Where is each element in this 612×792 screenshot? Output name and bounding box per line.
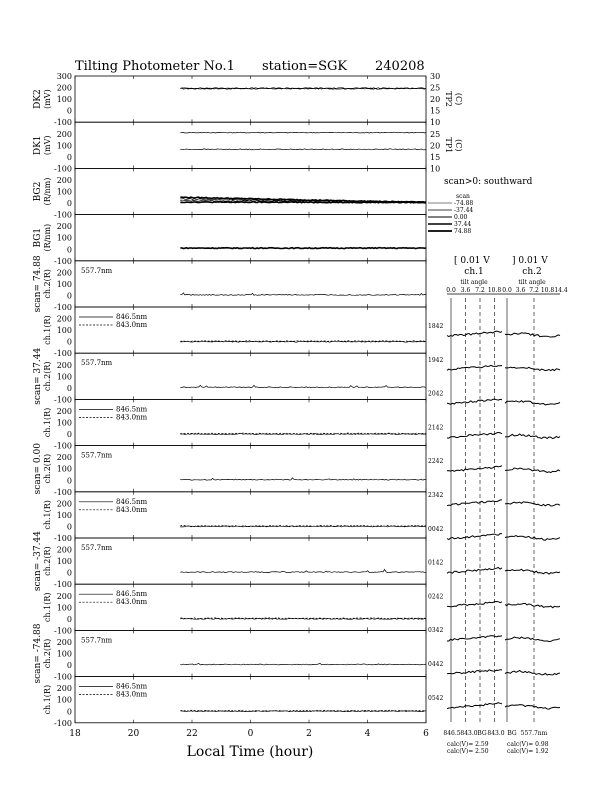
panel-ylabel-unit: (mV) [43, 89, 52, 109]
y-tick-label: -100 [54, 349, 72, 359]
panel-ylabel-unit: ch.1(R) [43, 592, 52, 623]
panel-s4c2 [33, 531, 426, 591]
ch1-tilt-trace [447, 331, 502, 337]
legend-label: 843.0nm [116, 413, 148, 422]
legend-label: 843.0nm [116, 321, 148, 329]
y-tick-label: 200 [56, 453, 72, 463]
panel-frame [75, 353, 426, 399]
y-tick-label: 100 [56, 557, 72, 567]
ch1-tilt-trace [447, 602, 502, 607]
panel-right-ylabel: TP2 [444, 91, 453, 108]
time-label: 1942 [428, 356, 444, 364]
ch2-tilt-trace [505, 705, 560, 710]
series-trace [180, 149, 426, 150]
series-trace [180, 478, 426, 480]
ch2-tick-label: 10.8 [540, 287, 555, 294]
series-trace [180, 293, 426, 295]
y-tick-label: 200 [56, 314, 72, 324]
panel-ylabel-unit: ch.2(R) [43, 361, 52, 392]
time-label: 2342 [428, 492, 444, 499]
panel-s4c1 [43, 584, 426, 635]
scan-legend [428, 177, 533, 235]
x-tick-label: 2 [306, 728, 312, 739]
wavelength-label: 557.7nm [81, 451, 113, 460]
y-tick-label: -100 [54, 256, 72, 266]
panel-ylabel-unit: ch.2(R) [43, 269, 52, 299]
y-tick-label: -100 [54, 395, 72, 405]
ch1-tilt-trace [447, 534, 502, 540]
ch2-calib: calc(V)= 0.98 [507, 741, 549, 748]
x-tick-label: 6 [423, 728, 429, 739]
series-trace [180, 248, 426, 249]
ch2-bottom-label: 557.7nm [520, 730, 548, 737]
y-tick-label: 200 [56, 175, 72, 185]
ch2-tick-label: 7.2 [529, 287, 539, 294]
right-tick-label: 20 [430, 141, 441, 151]
ch2-scale: ] 0.01 V [512, 256, 548, 266]
ch1-tick-label: 7.2 [475, 287, 485, 294]
scan-legend-entry: 37.44 [454, 221, 472, 228]
y-tick-label: 0 [66, 707, 72, 717]
right-tick-label: 15 [430, 152, 441, 162]
time-label: 0242 [428, 593, 444, 601]
panel-s1c2 [33, 255, 426, 312]
panel-ylabel-unit: (mV) [43, 135, 52, 156]
ch2-tilt-trace [505, 333, 560, 337]
ch1-tilt-trace [447, 636, 502, 641]
wavelength-label: 557.7nm [81, 636, 113, 645]
right-tick-label: 20 [430, 95, 441, 105]
panel-frame [75, 122, 426, 168]
y-tick-label: -100 [54, 303, 72, 312]
y-tick-label: -100 [54, 118, 72, 128]
legend-label: 843.0nm [116, 598, 148, 607]
panel-ylabel-unit: (R/nm) [43, 177, 52, 206]
y-tick-label: 0 [66, 337, 72, 347]
panel-frame [75, 446, 426, 492]
panel-ylabel-unit: ch.1(R) [43, 684, 52, 715]
y-tick-label: 200 [56, 222, 72, 232]
x-tick-label: 20 [127, 728, 140, 739]
y-tick-label: 100 [56, 510, 72, 520]
y-tick-label: 100 [56, 464, 72, 474]
y-tick-label: -100 [54, 672, 72, 682]
panel-right-ylabel-unit: (C) [454, 139, 463, 152]
ch2-tilt-trace [505, 401, 560, 405]
time-label: 2142 [428, 424, 444, 432]
y-tick-label: 0 [66, 383, 72, 393]
time-label: 2242 [428, 458, 444, 466]
y-tick-label: -100 [54, 718, 72, 728]
ch1-tilt-trace [447, 399, 502, 404]
ch1-bottom-label: BG [477, 730, 487, 737]
ch2-bottom-label: BG [507, 730, 517, 737]
series-trace [180, 569, 426, 572]
right-tick-label: 10 [430, 118, 441, 128]
tilt-angle-panel [428, 256, 568, 755]
x-tick-label: 18 [69, 728, 81, 739]
x-tick-label: 4 [364, 728, 371, 739]
panel-ylabel: scan= 74.88 [33, 255, 43, 313]
ch1-calib: calc(V)= 2.50 [447, 748, 489, 755]
y-tick-label: 0 [66, 614, 72, 624]
ch1-tick-label: 10.8 [487, 287, 502, 294]
y-tick-label: -100 [54, 164, 72, 174]
wavelength-label: 557.7nm [81, 359, 113, 368]
y-tick-label: 0 [66, 476, 72, 486]
panel-frame [75, 215, 426, 261]
panel-dk1 [33, 122, 463, 173]
ch1-tilt-trace [447, 703, 502, 709]
y-tick-label: 100 [56, 279, 72, 289]
ch2-tilt-trace [505, 367, 560, 370]
ch2-tilt-trace [505, 536, 560, 541]
y-tick-label: 0 [66, 152, 72, 162]
legend-label: 846.5nm [116, 313, 148, 321]
panel-bg2 [33, 168, 426, 219]
panel-frame [75, 538, 426, 584]
ch2-tilt-trace [505, 569, 560, 574]
y-tick-label: -100 [54, 534, 72, 543]
y-tick-label: 100 [56, 695, 72, 705]
y-tick-label: 200 [56, 591, 72, 601]
y-tick-label: 0 [66, 245, 72, 255]
time-label: 2042 [428, 390, 444, 398]
panel-s3c2 [33, 443, 426, 497]
legend-label: 846.5nm [116, 497, 148, 506]
x-tick-label: 0 [247, 728, 254, 739]
panel-s3c1 [43, 492, 426, 543]
y-tick-label: 0 [66, 522, 72, 532]
scan-legend-title: scan>0: southward [444, 177, 533, 187]
y-tick-label: 200 [56, 545, 72, 555]
time-label: 0542 [428, 694, 444, 702]
series-trace [180, 711, 426, 712]
panel-ylabel: DK1 [33, 135, 43, 156]
y-tick-label: 100 [56, 233, 72, 243]
ch1-tick-label: 3.6 [460, 287, 471, 294]
x-axis-title: Local Time (hour) [186, 744, 314, 760]
ch2-axis-title: tilt angle [518, 279, 546, 286]
ch1-bottom-label: 843.0 [460, 730, 478, 737]
ch2-tilt-trace [505, 468, 560, 473]
time-series-panels [33, 72, 463, 728]
series-trace [180, 202, 426, 203]
y-tick-label: 0 [66, 661, 72, 671]
panel-ylabel: scan= -74.88 [33, 623, 43, 684]
panel-s5c1 [43, 677, 426, 728]
panel-ylabel: scan= 37.44 [33, 347, 43, 405]
right-tick-label: 10 [430, 164, 441, 174]
legend-label: 846.5nm [116, 682, 148, 691]
panel-frame [75, 76, 426, 122]
series-trace [180, 663, 426, 665]
y-tick-label: 200 [56, 129, 72, 139]
y-tick-label: 200 [56, 83, 72, 93]
series-trace [180, 132, 426, 133]
panel-dk2 [33, 72, 463, 127]
y-tick-label: 200 [56, 406, 72, 416]
y-tick-label: 200 [56, 499, 72, 509]
panel-frame [75, 261, 426, 307]
ch1-bottom-label: 843.0 [487, 730, 505, 737]
ch2-tick-label: 0.0 [502, 287, 512, 294]
right-tick-label: 30 [430, 72, 441, 81]
time-label: 0442 [428, 661, 444, 668]
figure-title: Tilting Photometer No.1 [75, 59, 235, 74]
ch1-scale: [ 0.01 V [454, 256, 490, 266]
y-tick-label: 200 [56, 637, 72, 647]
legend-label: 846.5nm [116, 590, 148, 599]
ch1-tilt-trace [447, 670, 502, 674]
ch2-tilt-trace [505, 637, 560, 642]
panel-ylabel: scan= 0.00 [33, 443, 43, 495]
panel-ylabel: BG1 [33, 227, 43, 248]
y-tick-label: 100 [56, 326, 72, 336]
panel-bg1 [33, 215, 426, 266]
y-tick-label: 100 [56, 141, 72, 151]
ch1-calib: calc(V)= 2.59 [447, 741, 489, 748]
y-tick-label: 100 [56, 187, 72, 197]
x-axis [69, 729, 429, 760]
wavelength-label: 557.7nm [81, 544, 113, 552]
panel-ylabel-unit: ch.1(R) [43, 500, 52, 530]
time-label: 1842 [428, 323, 444, 330]
time-label: 0142 [428, 559, 444, 567]
y-tick-label: 100 [56, 603, 72, 613]
ch1-tilt-trace [447, 466, 502, 472]
ch1-tilt-trace [447, 568, 502, 574]
panel-ylabel: BG2 [33, 181, 43, 202]
panel-right-ylabel-unit: (C) [454, 92, 463, 106]
panel-ylabel-unit: ch.2(R) [43, 453, 52, 484]
right-tick-label: 25 [430, 129, 441, 139]
panel-frame [75, 630, 426, 676]
ch1-tick-label: 0.0 [446, 287, 456, 294]
panel-ylabel-unit: ch.2(R) [43, 546, 52, 576]
y-tick-label: 0 [66, 199, 72, 209]
y-tick-label: -100 [54, 580, 72, 590]
right-tick-label: 25 [430, 83, 441, 93]
y-tick-label: 100 [56, 418, 72, 428]
ch1-tilt-trace [447, 500, 502, 506]
figure-header [75, 59, 425, 74]
scan-legend-entry: 0.00 [454, 214, 468, 221]
y-tick-label: 300 [56, 72, 72, 81]
ch2-tick-label: 14.4 [554, 287, 568, 294]
y-tick-label: 100 [56, 372, 72, 382]
legend-label: 846.5nm [116, 405, 148, 414]
y-tick-label: -100 [54, 487, 72, 497]
ch2-calib: calc(V)= 1.92 [507, 748, 549, 755]
ch2-tilt-trace [505, 434, 560, 439]
ch1-bottom-label: 846.5 [443, 730, 461, 737]
time-label: 0042 [428, 525, 444, 533]
ch1-tilt-trace [447, 365, 502, 370]
ch1-axis-title: tilt angle [460, 279, 488, 286]
y-tick-label: 200 [56, 684, 72, 694]
date-label: 240208 [375, 59, 425, 74]
scan-legend-entry: 74.88 [454, 228, 472, 235]
station-label: station=SGK [262, 59, 348, 74]
x-tick-label: 22 [186, 728, 198, 739]
panel-s1c1 [43, 307, 426, 358]
y-tick-label: 200 [56, 360, 72, 370]
panel-s2c2 [33, 348, 426, 405]
y-tick-label: -100 [54, 626, 72, 636]
scan-legend-entry: -74.88 [454, 200, 474, 207]
y-tick-label: -100 [54, 210, 72, 220]
time-label: 0342 [428, 627, 444, 635]
ch1-name: ch.1 [464, 267, 484, 277]
panel-ylabel-unit: ch.2(R) [43, 638, 52, 669]
wavelength-label: 557.7nm [81, 266, 113, 275]
ch2-tick-label: 3.6 [515, 287, 526, 294]
panel-s5c2 [33, 623, 426, 683]
y-tick-label: 100 [56, 649, 72, 659]
y-tick-label: 100 [56, 95, 72, 105]
scan-legend-entry: -37.44 [454, 207, 474, 214]
right-tick-label: 15 [430, 106, 441, 116]
panel-ylabel-unit: ch.1(R) [43, 407, 52, 438]
scan-legend-header: scan [456, 193, 470, 200]
y-tick-label: 0 [66, 568, 72, 578]
y-tick-label: 0 [66, 430, 72, 440]
legend-label: 843.0nm [116, 690, 148, 699]
panel-ylabel: scan= -37.44 [33, 531, 43, 592]
ch2-tilt-trace [505, 671, 560, 676]
y-tick-label: -100 [54, 441, 72, 451]
y-tick-label: 0 [66, 106, 72, 116]
legend-label: 843.0nm [116, 505, 148, 514]
panel-s2c1 [43, 399, 426, 450]
y-tick-label: 200 [56, 268, 72, 278]
panel-ylabel: DK2 [33, 89, 43, 109]
y-tick-label: 0 [66, 291, 72, 301]
panel-right-ylabel: TP1 [444, 137, 453, 154]
ch2-tilt-trace [505, 502, 560, 506]
ch2-tilt-trace [505, 603, 560, 607]
ch2-name: ch.2 [522, 267, 542, 277]
panel-ylabel-unit: ch.1(R) [43, 315, 52, 345]
ch1-tilt-trace [447, 432, 502, 438]
panel-ylabel-unit: (R/nm) [43, 223, 52, 252]
panel-frame [75, 168, 426, 214]
series-trace [180, 385, 426, 387]
